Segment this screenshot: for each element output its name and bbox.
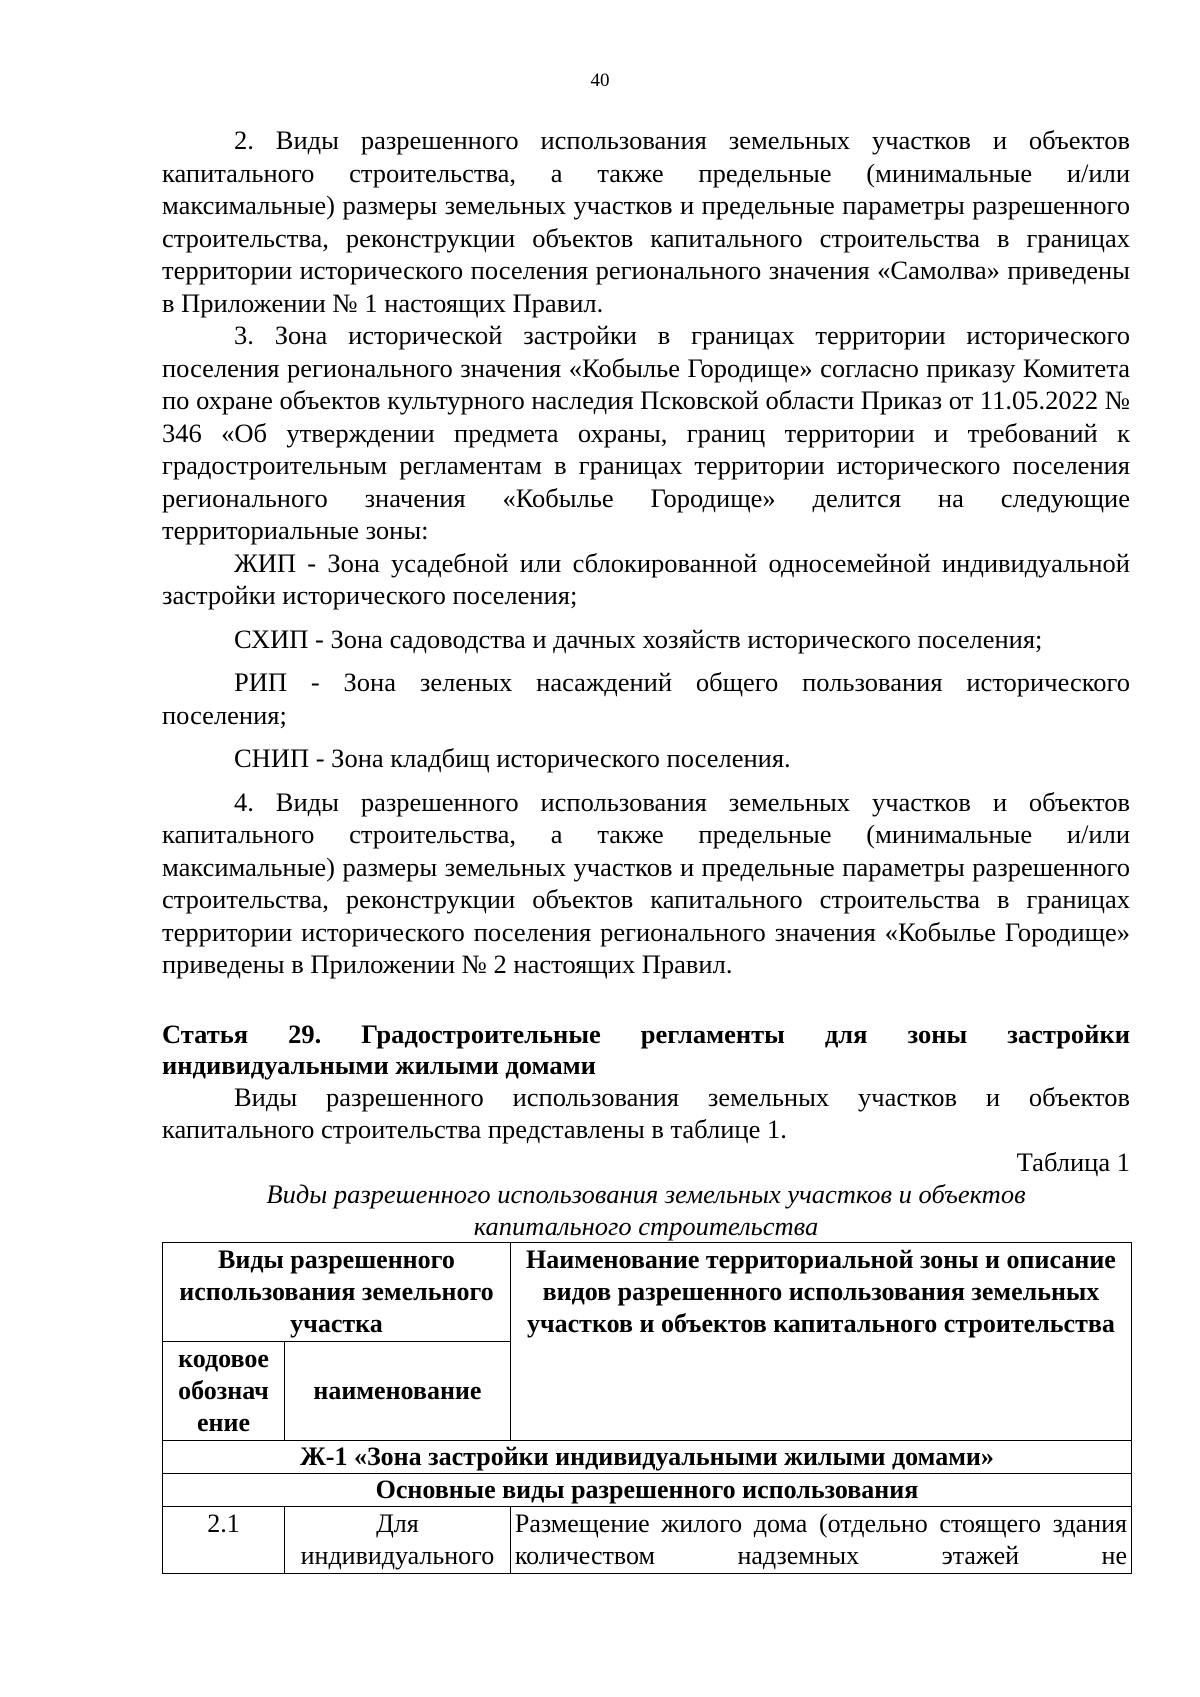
paragraph-2: 2. Виды разрешенного использования земельных участков и объектов капитального строительства, а также предельные (минимальные и/или максимальные) размеры земельных участков и предельные параметры разрешенного строительства, реконструкции объектов капитального строительства в границах территории исторического поселения регионального значения «Самолва» приведены в Приложении № 1 настоящих Правил. <box>162 125 1130 318</box>
section-row <box>163 1474 1132 1507</box>
paragraph-4: 4. Виды разрешенного использования земельных участков и объектов капитального строительства, а также предельные (минимальные и/или максимальные) размеры земельных участков и предельные параметры разрешенного строительства, реконструкции объектов капитального строительства в границах территории исторического поселения регионального значения «Кобылье Городище» приведены в Приложении № 2 настоящих Правил. <box>162 786 1130 979</box>
table-caption: Виды разрешенного использования земельных участков и объектов капитального строительства <box>266 1179 1026 1241</box>
zone-snip: СНИП - Зона кладбищ исторического поселения. <box>234 743 791 773</box>
document-body <box>162 124 1130 1574</box>
article-heading: Статья 29. Градостроительные регламенты для зоны застройки индивидуальными жилыми домами <box>162 1018 1130 1080</box>
zone-row <box>163 1441 1132 1474</box>
header-description-cell: Наименование территориальной зоны и описание видов разрешенного использования земельных участков и объектов капитального строительства <box>510 1243 1131 1441</box>
article-intro: Виды разрешенного использования земельных участков и объектов капитального строительства представлены в таблице 1. <box>162 1081 1130 1144</box>
header-name-cell: наименование <box>284 1342 510 1441</box>
zone-row-cell: Ж-1 «Зона застройки индивидуальными жилыми домами» <box>163 1441 1132 1474</box>
table-row <box>163 1507 1132 1574</box>
header-group-cell: Виды разрешенного использования земельного участка <box>163 1243 511 1342</box>
header-code-cell: кодовое обознач ение <box>163 1342 285 1441</box>
permitted-use-table <box>162 1242 1132 1574</box>
row-description-cell: Размещение жилого дома (отдельно стоящего здания количеством надземных этажей не <box>510 1507 1131 1574</box>
section-row-cell: Основные виды разрешенного использования <box>163 1474 1132 1507</box>
page-number: 40 <box>590 70 610 91</box>
table-label: Таблица 1 <box>1016 1146 1130 1177</box>
table-header-row <box>163 1243 1132 1342</box>
zone-skhip: СХИП - Зона садоводства и дачных хозяйств исторического поселения; <box>234 623 1043 654</box>
row-code-cell: 2.1 <box>163 1507 285 1574</box>
row-name-cell: Для индивидуального <box>284 1507 510 1574</box>
zone-rip: РИП - Зона зеленых насаждений общего пользования исторического поселения; <box>162 667 1130 730</box>
zone-zhip: ЖИП - Зона усадебной или сблокированной односемейной индивидуальной застройки исторического поселения; <box>162 547 1130 610</box>
paragraph-3: 3. Зона исторической застройки в границах территории исторического поселения регионального значения «Кобылье Городище» согласно приказу Комитета по охране объектов культурного наследия Псковской области Приказ от 11.05.2022 № 346 «Об утверждении предмета охраны, границ территории и требований к градостроительным регламентам в границах территории исторического поселения регионального значения «Кобылье Городище» делится на следующие территориальные зоны: <box>162 320 1130 545</box>
